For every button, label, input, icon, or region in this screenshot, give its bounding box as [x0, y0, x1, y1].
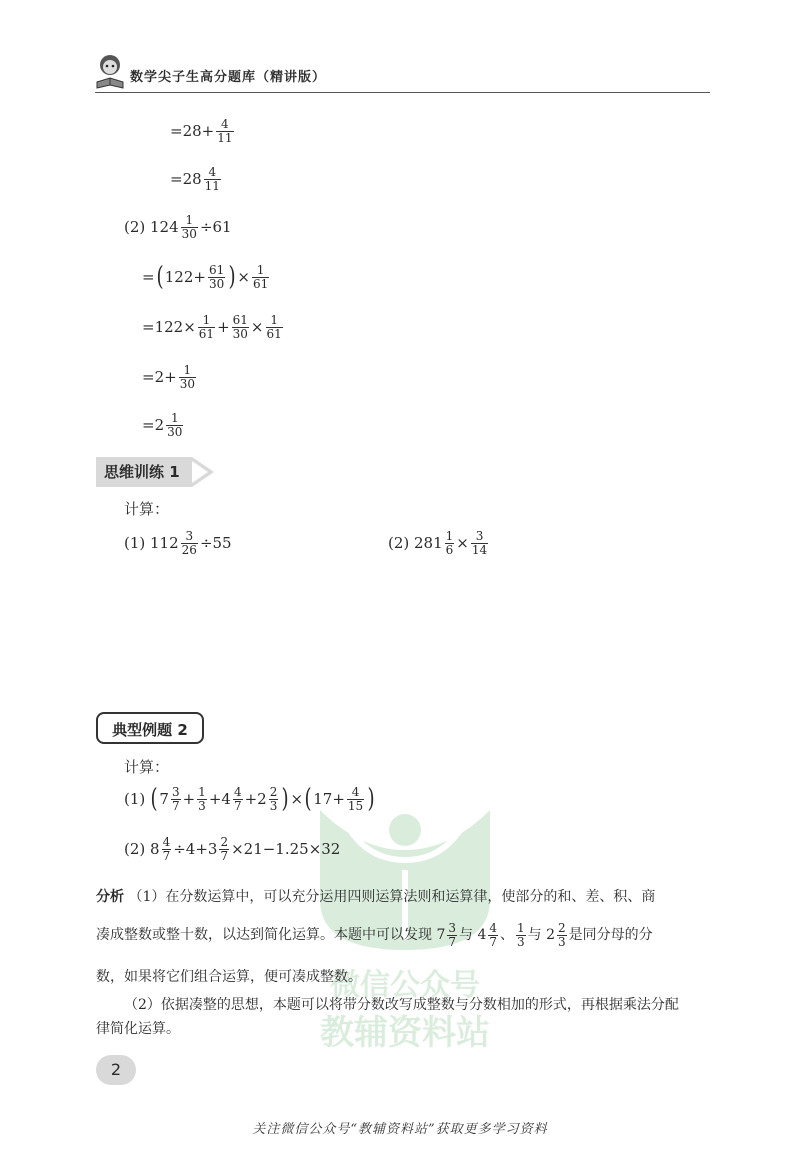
analysis-line-3: 数，如果将它们组合运算，便可凑成整数。	[96, 969, 362, 985]
fraction: $\frac{1}{61}$	[252, 263, 269, 291]
expr-text: ÷61	[199, 218, 232, 237]
expr-text: (1) 112	[124, 534, 179, 553]
fraction: $\frac{3}{7}$	[448, 921, 456, 949]
training-instruction: 计算：	[124, 500, 170, 518]
expr-text: (2) 8	[124, 840, 160, 859]
expr-text: =2+	[142, 368, 177, 387]
fraction: $\frac{1}{61}$	[266, 313, 282, 341]
expr-text: =	[142, 268, 155, 287]
expr-text: 122+	[164, 268, 206, 287]
expr-text: ×	[237, 268, 250, 287]
solution-2-step-3	[142, 364, 198, 390]
solution-2-step-4	[142, 412, 185, 438]
training-question-2	[388, 530, 490, 556]
reading-child-icon	[94, 52, 126, 90]
footer-note: 关注微信公众号“教辅资料站”获取更多学习资料	[252, 1122, 548, 1137]
fraction: $\frac{1}{61}$	[198, 313, 215, 341]
fraction: $\frac{2}{7}$	[220, 835, 229, 863]
fraction: $\frac{4}{7}$	[489, 921, 497, 949]
expr-text: ÷4+3	[173, 840, 218, 859]
expr-text: ×	[250, 318, 264, 337]
fraction: $\frac{1}{30}$	[167, 411, 183, 439]
analysis-text: （1）在分数运算中，可以充分运用四则运算法则和运算律，使部分的和、差、积、商	[128, 889, 656, 905]
expr-text: +4	[208, 790, 231, 809]
fraction: $\frac{1}{3}$	[198, 785, 206, 813]
analysis-line-4: （2）依据凑整的思想，本题可以将带分数改写成整数与分数相加的形式，再根据乘法分配	[124, 997, 679, 1013]
expr-text: +	[217, 318, 230, 337]
example-question-2	[124, 836, 340, 862]
expr-text: =28	[170, 170, 202, 189]
analysis-text: 与 4	[459, 927, 487, 944]
header-divider	[95, 92, 710, 93]
expr-text: 17+	[313, 790, 345, 809]
analysis-text: 、	[500, 927, 514, 944]
analysis-text: 与 2	[527, 927, 555, 944]
fraction: $\frac{4}{7}$	[233, 785, 242, 813]
fraction: $\frac{4}{11}$	[217, 117, 233, 145]
example-title-box: 典型例题 2	[96, 712, 204, 744]
expr-text: +2	[244, 790, 267, 809]
fraction: $\frac{3}{26}$	[181, 529, 197, 557]
example-question-1: (1) ( 7 $\frac{3}{7}$ + $\frac{1}{3}$ +4 $\frac{4}{7}$ +2 $\frac{2}{3}$ ) × ( 17+ $\frac{4}{15}$ )	[124, 784, 375, 815]
fraction: $\frac{61}{30}$	[208, 263, 225, 291]
watermark-line-2: 教辅资料站	[320, 1013, 490, 1053]
section-tab-training: 思维训练 1	[96, 457, 192, 487]
book-title: 数学尖子生高分题库（精讲版）	[130, 70, 327, 85]
fraction: $\frac{1}{30}$	[181, 213, 197, 241]
fraction: $\frac{2}{3}$	[269, 785, 278, 813]
expr-text: +	[182, 790, 196, 809]
page-number: 2	[96, 1055, 136, 1085]
solution-2-question	[124, 214, 232, 240]
analysis-line-1	[96, 886, 714, 908]
solution-1-step-a	[170, 118, 236, 144]
analysis-label: 分析	[96, 889, 124, 905]
analysis-line-5: 律简化运算。	[96, 1021, 180, 1037]
fraction: $\frac{3}{14}$	[471, 529, 488, 557]
expr-text: ×	[290, 790, 304, 809]
expr-text: (2) 281	[388, 534, 443, 553]
fraction: $\frac{61}{30}$	[232, 313, 248, 341]
expr-text: =2	[142, 416, 165, 435]
solution-2-step-1: = ( 122+ $\frac{61}{30}$ ) × $\frac{1}{61}$	[142, 262, 269, 293]
fraction: $\frac{2}{3}$	[558, 921, 566, 949]
fraction: $\frac{1}{3}$	[517, 921, 525, 949]
fraction: $\frac{4}{15}$	[347, 785, 364, 813]
fraction: $\frac{4}{11}$	[204, 165, 220, 193]
expr-text: =122×	[142, 318, 196, 337]
training-question-1	[124, 530, 232, 556]
expr-text: =28+	[170, 122, 215, 141]
expr-text: ×	[456, 534, 469, 553]
fraction: $\frac{1}{6}$	[445, 529, 454, 557]
analysis-line-2	[96, 922, 714, 948]
expr-text: ÷55	[199, 534, 232, 553]
expr-text: (1)	[124, 790, 146, 809]
expr-text: ×21−1.25×32	[231, 840, 341, 859]
expr-text: (2) 124	[124, 218, 179, 237]
example-instruction: 计算：	[124, 758, 170, 776]
analysis-text: 是同分母的分	[568, 927, 653, 944]
analysis-text: 凑成整数或整十数，以达到简化运算。本题中可以发现 7	[96, 927, 446, 944]
solution-1-step-b	[170, 166, 223, 192]
fraction: $\frac{4}{7}$	[162, 835, 171, 863]
fraction: $\frac{1}{30}$	[179, 363, 195, 391]
expr-text: 7	[159, 790, 169, 809]
watermark-line-1: 微信公众号	[330, 968, 480, 1003]
solution-2-step-2	[142, 314, 285, 340]
fraction: $\frac{3}{7}$	[171, 785, 180, 813]
